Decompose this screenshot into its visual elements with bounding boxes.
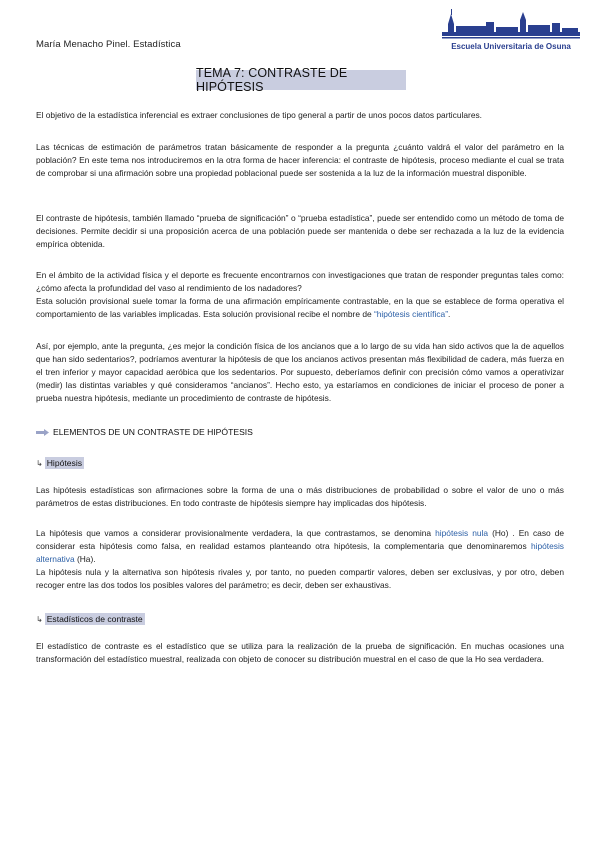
- paragraph-hipotesis-nula: [36, 527, 564, 592]
- logo-text: Escuela Universitaria de Osuna: [451, 42, 571, 51]
- author-header: María Menacho Pinel. Estadística: [36, 39, 181, 50]
- paragraph-contraste-definition: El contraste de hipótesis, también llamado “prueba de significación” o “prueba estadística”, puede ser entendido como un método de toma de decisiones. Permite decidir si una proposición acerca de una población puede ser mantenida o debe ser rechazada a la luz de la evidencia empírica obtenida.: [36, 213, 564, 249]
- subsection-hipotesis: [36, 457, 84, 469]
- paragraph-solucion-text: Esta solución provisional suele tomar la forma de una afirmación empíricamente contrastable, en la que se establece de forma operativa el comportamiento de las variables implicadas. Esta solución provisional recibe el nombre de: [36, 296, 564, 319]
- school-logo: [440, 6, 582, 52]
- hipotesis-cientifica-term: “hipótesis científica”: [373, 309, 448, 319]
- subsection-hipotesis-title: Hipótesis: [46, 458, 83, 468]
- arrow-right-icon: [36, 429, 49, 436]
- subsection-marker-icon: ↳: [36, 458, 43, 468]
- paragraph-hipotesis-nula-text-b: (Ho) . En caso de considerar esta hipótesis como falsa, en realidad estamos planteando otra hipótesis, la complementaria que denominaremos: [36, 528, 565, 551]
- paragraph-hipotesis-nula-text-a: La hipótesis que vamos a considerar provisionalmente verdadera, la que contrastamos, se denomina: [36, 528, 436, 538]
- section-elementos-title: ELEMENTOS DE UN CONTRASTE DE HIPÓTESIS: [53, 427, 253, 437]
- section-elementos: [36, 427, 253, 437]
- paragraph-hipotesis-rivales: La hipótesis nula y la alternativa son hipótesis rivales y, por tanto, no pueden compartir valores, deben ser exclusivas, y por otro, deben recoger entre las dos todos los posibles valores del parámetro; es decir, deben ser exhaustivas.: [36, 567, 564, 590]
- hipotesis-alternativa-term: hipótesis alternativa: [36, 541, 564, 564]
- paragraph-estimation: Las técnicas de estimación de parámetros tratan básicamente de responder a la pregunta ¿cuánto valdrá el valor del parámetro en la población? En este tema nos introduciremos en la otra forma de hacer inferencia: el contraste de hipótesis, proceso mediante el cual se trata de comprobar si una afirmación sobre una propiedad poblacional puede ser sostenida a la luz de la información muestral disponible.: [36, 142, 564, 178]
- subsection-marker-icon: ↳: [36, 614, 43, 624]
- paragraph-hipotesis-estadisticas: Las hipótesis estadísticas son afirmaciones sobre la forma de una o más distribuciones de probabilidad o sobre el valor de uno o más parámetros de estas distribuciones. En todo contraste de hipótesis siempre hay implicadas dos hipótesis.: [36, 485, 564, 508]
- paragraph-ejemplo: Así, por ejemplo, ante la pregunta, ¿es mejor la condición física de los ancianos que a lo largo de su vida han sido activos que la de aquellos que han sido sedentarios?, podríamos aventurar la hipótesis de que los ancianos activos presentan más flexibilidad de cadera, más fuerza en el tren inferior y mayor capacidad aeróbica que los sedentarios. Por supuesto, deberíamos definir con precisión cómo vamos a operativizar (medir) las distintas variables y qué consideramos “ancianos”. Hecho esto, ya estaríamos en condiciones de iniciar el proceso de poner a prueba nuestra hipótesis, mediante un procedimiento de contraste de hipótesis.: [36, 341, 564, 403]
- subsection-estadisticos-title: Estadísticos de contraste: [46, 614, 143, 624]
- subsection-estadisticos: [36, 613, 145, 625]
- paragraph-actividad-fisica-question: En el ámbito de la actividad física y el deporte es frecuente encontrarnos con investigaciones que tratan de responder preguntas tales como: ¿cómo afecta la profundidad del vaso al rendimiento de los nadadores?: [36, 270, 564, 293]
- hipotesis-nula-term: hipótesis nula: [435, 528, 489, 538]
- paragraph-actividad-fisica: [36, 269, 564, 321]
- page-title: TEMA 7: CONTRASTE DE HIPÓTESIS: [196, 66, 348, 94]
- paragraph-solucion-end: .: [447, 309, 451, 319]
- logo-building-icon: [440, 6, 582, 42]
- paragraph-hipotesis-nula-text-c: (Ha).: [74, 554, 96, 564]
- paragraph-intro: El objetivo de la estadística inferencial es extraer conclusiones de tipo general a partir de unos pocos datos particulares.: [36, 110, 482, 120]
- paragraph-estadistico-contraste: El estadístico de contraste es el estadístico que se utiliza para la realización de la prueba de significación. En muchas ocasiones una transformación del estadístico muestral, realizada con objeto de conocer su distribución muestral en el caso de que la Ho sea verdadera.: [36, 641, 564, 664]
- page-title-box: [196, 66, 406, 94]
